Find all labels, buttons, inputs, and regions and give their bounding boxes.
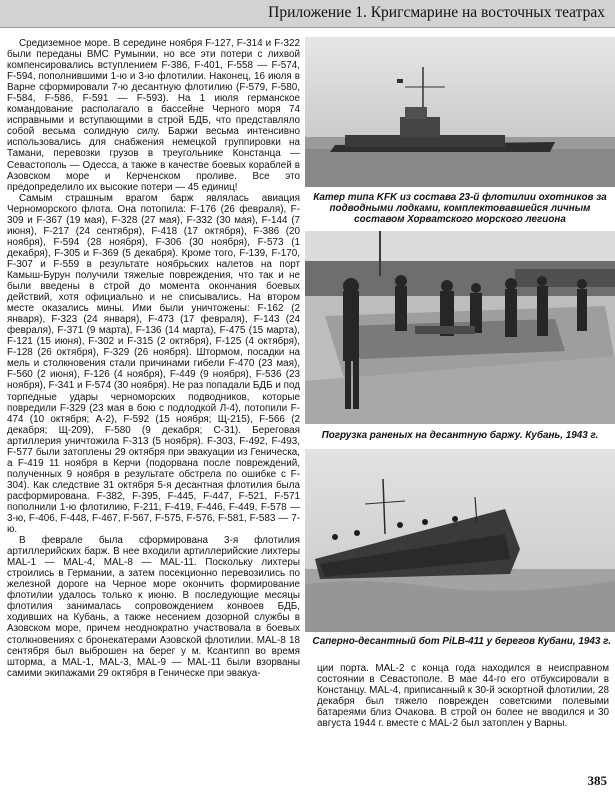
photo-kfk-boat bbox=[305, 37, 615, 187]
paragraph: В феврале была сформирована 3-я флотилия артиллерийских барж. В нее входили артиллерийские лихтеры MAL-1 — MAL-4, MAL-8 — MAL-11. Поскольку лихтеры строились в Германии, а затем посекционно перевозились по железной дороге на Черное море окончить формирование флотилии удалось только к июню. В последующие месяцы флотилия занималась сопровождением конвоев БДБ, ходивших на Кубань, а также несением дозорной службы в Азовском море, причем неоднократно участвовала в боевых столкновениях с бронекатерами Азовской флотилии. MAL-8 18 сентября был выброшен на берег у м. Ксантипп во время шторма, а MAL-1, MAL-3, MAL-9 — MAL-11 были взорваны самими экипажами 29 октября в Геническе при эвакуа- bbox=[7, 535, 300, 679]
photo-pilb-boat bbox=[305, 449, 615, 632]
left-text-column bbox=[7, 38, 300, 679]
photo-caption: Погрузка раненых на десантную баржу. Кубань, 1943 г. bbox=[321, 430, 599, 441]
running-header bbox=[0, 0, 615, 28]
running-header-title: Приложение 1. Кригсмарине на восточных театрах bbox=[268, 4, 605, 21]
photo-caption: Саперно-десантный бот PiLB-411 у берегов Кубани, 1943 г. bbox=[312, 636, 611, 647]
paragraph: Самым страшным врагом барж являлась авиация Черноморского флота. Она потопила: F-176 (26 февраля), F-309 и F-367 (19 мая), F-328 (27 мая), F-332 (30 мая), F-144 (7 июня), F-217 (24 сентября), F-418 (17 октября), F-386 (20 ноября), F-594 (28 ноября), F-306 (30 ноября), F-573 (1 декабря), F-305 и F-369 (5 декабря). Кроме того, F-139, F-170, F-307 и F-559 в результате ноябрьских налетов на порт Камыш-Бурун получили тяжелые повреждения, что так и не были введены в строй до момента окончания боевых действий, хотя официально и не списывались. На втором месте оказались мины. Ими были уничтожены: F-162 (2 января), F-323 (24 января), F-473 (17 февраля), F-143 (24 февраля), F-371 (9 марта), F-136 (14 марта), F-475 (15 марта), F-121 (15 июня), F-302 и F-315 (2 октября), F-125 (4 октября), F-128 (26 октября), F-329 (26 ноября). Штормом, посадки на мель и столкновения стали причинами гибели F-470 (23 мая), F-560 (2 июня), F-126 (4 ноября), F-449 (9 ноября), F-536 (23 ноября), F-341 и F-574 (30 ноября). Не раз попадали БДБ и под торпедные удары черноморских подводников, которые повредили F-329 (23 мая в бою с подлодкой Л-4), потопили F-474 (10 октября; А-2), F-592 (15 ноября; Щ-215), F-566 (2 декабря; Щ-209), F-580 (9 декабря; С-31). Береговая артиллерия уничтожила F-313 (5 ноября). F-303, F-492, F-493, F-577 были затоплены 29 октября при эвакуации из Геническа, а F-419 11 ноября в Керчи (подорвана после повреждений, полученных 9 ноября в результате обстрела по ошибке с F-304). Как следствие 31 октября 5-я десантная флотилия была расформирована. F-382, F-395, F-445, F-447, F-521, F-571 пополнили 1-ю флотилию, F-211, F-419, F-446, F-449, F-578 — 3-ю, F-406, F-448, F-467, F-567, F-575, F-576, F-581, F-583 — 7-ю. bbox=[7, 192, 300, 536]
paragraph: Средиземное море. В середине ноября F-127, F-314 и F-322 были переданы ВМС Румынии, но все эти потери с лихвой компенсировались вступлением F-386, F-401, F-558 — F-574, F-594, пополнившими 1-ю и 3-ю флотилии. Наконец, 16 июля в Варне сформировали 7-ю десантную флотилию (F-579, F-580, F-584, F-586, F-591 — F-593). На 1 июля германское командование располагало в бассейне Черного моря 74 исправными и вступающими в строй БДБ, что представляло собой весьма солидную силу. Баржи весьма интенсивно использовались для снабжения немецкой группировки на Тамани, перевозки грузов в треугольнике Констанца — Севастополь — Одесса, а также в качестве боевых кораблей в Азовском море и Керченском проливе. Все это предопределило их высокие потери — 45 единиц! bbox=[7, 38, 300, 193]
paragraph: ции порта. MAL-2 с конца года находился в неисправном состоянии в Севастополе. В мае 44-го его отбуксировали в Констанцу. MAL-4, приписанный к 30-й эскортной флотилии, 28 декабря был тяжело поврежден советскими полевыми батареями близ Очакова. В строй он более не вводился и 30 августа 1944 г. вместе с MAL-2 был затоплен у Варны. bbox=[317, 663, 609, 730]
photo-loading-wounded bbox=[305, 231, 615, 424]
photo-caption: Катер типа KFK из состава 23-й флотилии охотников за подводными лодками, комплектовавшейся личным составом Хорватского морского легиона bbox=[313, 192, 607, 226]
page-number: 385 bbox=[587, 773, 607, 788]
right-text-column bbox=[317, 663, 609, 729]
